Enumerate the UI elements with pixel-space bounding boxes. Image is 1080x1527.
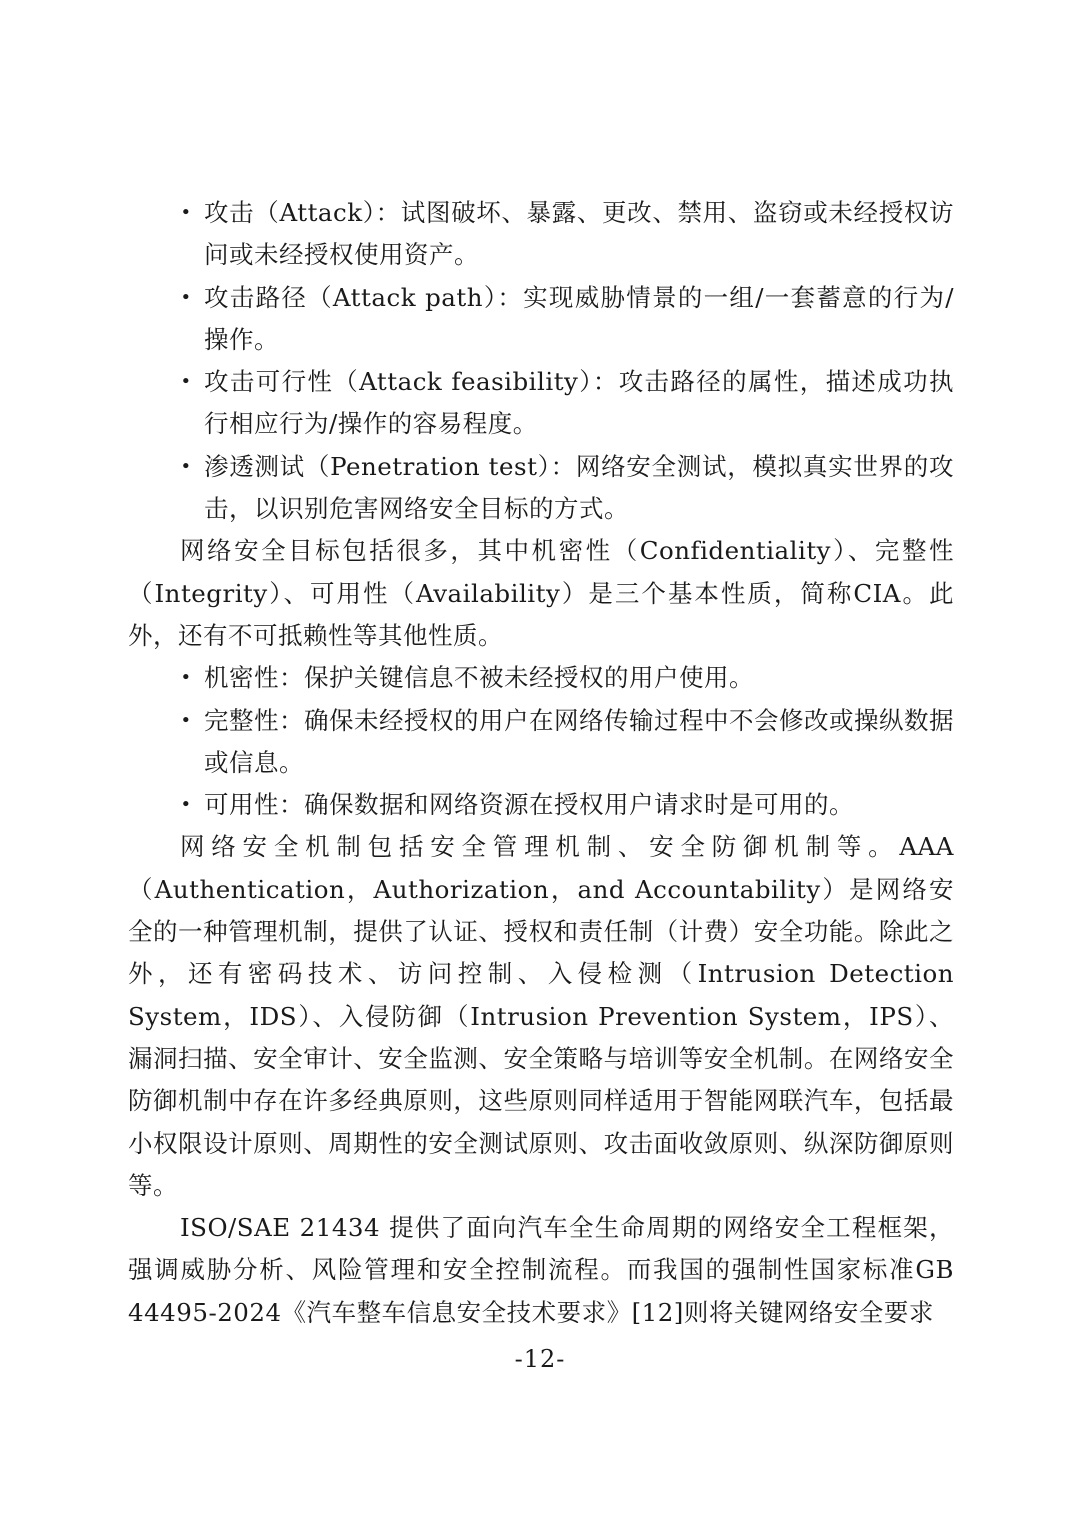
- bullet-availability: [128, 784, 954, 826]
- bullet-dot: •: [180, 794, 192, 816]
- bullet-dot: •: [180, 667, 192, 689]
- bullet-text: 可用性：确保数据和网络资源在授权用户请求时是可用的。: [204, 790, 854, 820]
- bullet-attack-feasibility: [128, 361, 954, 446]
- bullet-text: 渗透测试（Penetration test）：网络安全测试，模拟真实世界的攻击，以识别危害网络安全目标的方式。: [204, 451, 954, 524]
- bullet-text: 攻击可行性（Attack feasibility）：攻击路径的属性，描述成功执行相应行为/操作的容易程度。: [204, 367, 954, 439]
- bullet-dot: •: [180, 371, 192, 393]
- bullet-attack-path: [128, 277, 954, 362]
- page-number: -12-: [514, 1345, 566, 1373]
- bullet-text: 攻击路径（Attack path）：实现威胁情景的一组/一套蓄意的行为/操作。: [204, 282, 954, 354]
- bullet-dot: •: [180, 455, 192, 477]
- bullet-dot: •: [180, 709, 192, 731]
- bullet-dot: •: [180, 202, 192, 223]
- bullet-confidentiality: [128, 657, 954, 699]
- bullet-text: 机密性：保护关键信息不被未经授权的用户使用。: [204, 663, 754, 693]
- bullet-dot: •: [180, 286, 192, 308]
- paragraph-cia: 网络安全目标包括很多，其中机密性（Confidentiality）、完整性（Integrity）、可用性（Availability）是三个基本性质，简称CIA。此外，还有不可抵赖性等其他性质。: [128, 536, 954, 650]
- page-body: [128, 192, 954, 1334]
- paragraph-iso-21434: ISO/SAE 21434 提供了面向汽车全生命周期的网络安全工程框架，强调威胁分析、风险管理和安全控制流程。而我国的强制性国家标准GB 44495-2024《汽车整车信息安全技术要求》[12]则将关键网络安全要求: [128, 1213, 954, 1327]
- bullet-penetration-test: [128, 446, 954, 531]
- bullet-text: 完整性：确保未经授权的用户在网络传输过程中不会修改或操纵数据或信息。: [204, 705, 954, 777]
- bullet-attack: [128, 192, 954, 277]
- paragraph-mechanisms: 网络安全机制包括安全管理机制、安全防御机制等。AAA（Authentication，Authorization，and Accountability）是网络安全的一种管理机制，提供了认证、授权和责任制（计费）安全功能。除此之外，还有密码技术、访问控制、入侵检测（Intrusion Detection System，IDS）、入侵防御（Intrusion Prevention System，IPS）、漏洞扫描、安全审计、安全监测、安全策略与培训等安全机制。在网络安全防御机制中存在许多经典原则，这些原则同样适用于智能网联汽车，包括最小权限设计原则、周期性的安全测试原则、攻击面收敛原则、纵深防御原则等。: [128, 832, 954, 1200]
- bullet-text: 攻击（Attack）：试图破坏、暴露、更改、禁用、盗窃或未经授权访问或未经授权使用资产。: [204, 198, 954, 270]
- bullet-integrity: [128, 700, 954, 785]
